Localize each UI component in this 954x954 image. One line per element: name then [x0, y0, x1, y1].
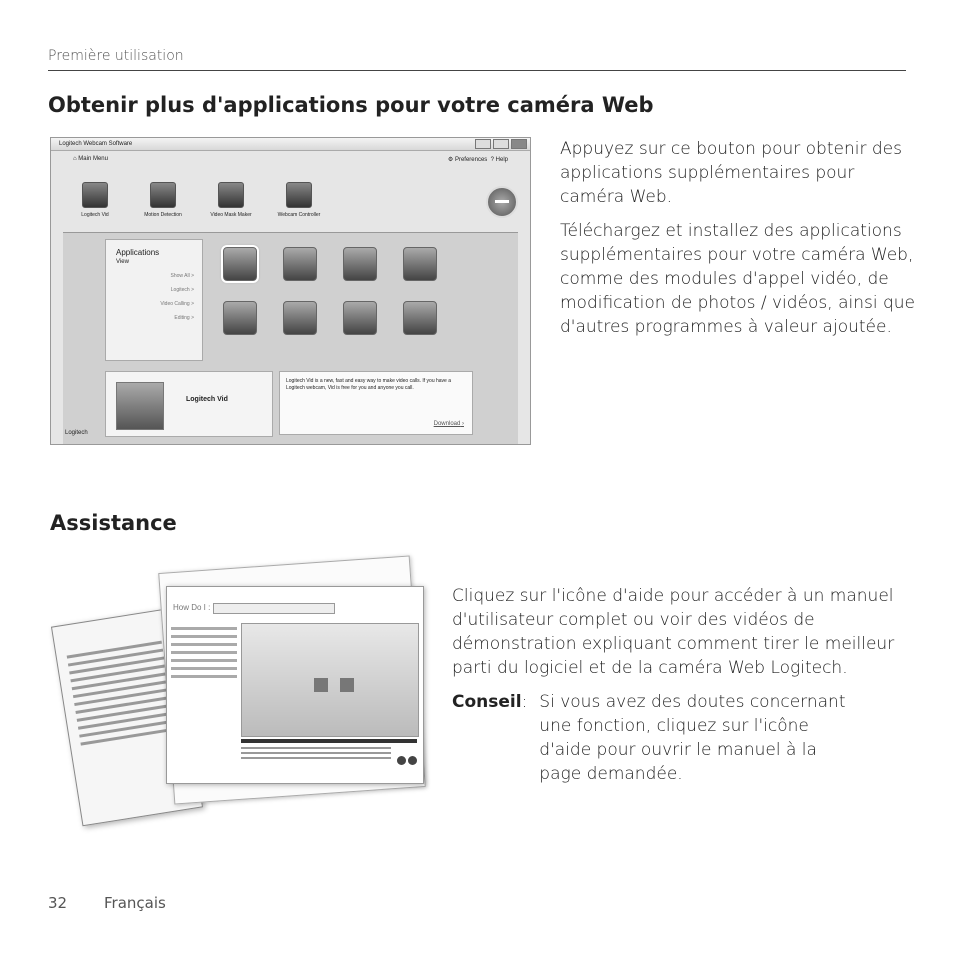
motion-detection-icon: [150, 182, 176, 208]
video-progress-bar: [241, 739, 417, 743]
main-menu-label: Main Menu: [78, 156, 108, 162]
mask-app-icon: [403, 247, 437, 281]
video-caption: [241, 747, 391, 762]
people-app-icon: [283, 301, 317, 335]
link-video-calling: Video Calling >: [160, 301, 194, 307]
vid-large-icon: [116, 382, 164, 430]
app-description-card: [279, 371, 473, 435]
applications-box: [105, 239, 203, 361]
how-do-i-field: [213, 603, 335, 614]
yahoo-app-icon: [403, 301, 437, 335]
section1-text: [560, 137, 920, 349]
app-description: Logitech Vid is a new, fast and easy way to make video calls. If you have a Logitech webcam, Vid is free for you and anyone you call.: [286, 378, 452, 391]
link-editing: Editing >: [174, 315, 194, 321]
link-logitech: Logitech >: [170, 287, 194, 293]
applications-panel: [63, 232, 518, 445]
section-title-assistance: Assistance: [50, 511, 177, 535]
window-titlebar: Logitech Webcam Software: [51, 138, 530, 151]
download-link: Download ›: [433, 421, 464, 427]
gmail-app-icon: [343, 301, 377, 335]
demo-video-area: [241, 623, 419, 737]
main-menu-link: ⌂ Main Menu: [73, 156, 108, 162]
tip-text: Si vous avez des doutes concernant une fonction, cliquez sur l'icône d'aide pour ouvrir le manuel à la page demandée.: [539, 692, 846, 784]
fast-app-icon: [283, 247, 317, 281]
vid-app-icon: [223, 247, 257, 281]
section1-paragraph-2: Téléchargez et installez des applications supplémentaires pour votre caméra Web, comme des modules d'appel vidéo, de modification de photos / vidéos, ainsi que d'autres programmes à valeur ajoutée.: [560, 221, 916, 337]
help-screenshot: [66, 556, 426, 826]
vid-icon: [82, 182, 108, 208]
app-mask: Video Mask Maker: [207, 182, 255, 218]
help-label: Help: [495, 157, 508, 163]
selected-app-name: Logitech Vid: [186, 396, 228, 403]
call-icon: [314, 678, 328, 692]
tip-label: Conseil: [452, 692, 522, 712]
app-motion: Motion Detection: [139, 182, 187, 218]
link-show-all: Show All >: [170, 273, 194, 279]
page-number: 32: [48, 894, 68, 912]
app-grid: [223, 247, 437, 335]
view-label: View: [116, 259, 129, 265]
get-more-apps-icon: [486, 186, 518, 218]
contact-icon: [340, 678, 354, 692]
video-mask-icon: [218, 182, 244, 208]
header-rule: [48, 70, 906, 71]
app-row: [71, 182, 323, 218]
preferences-label: Preferences: [454, 157, 488, 163]
selected-app-card: [105, 371, 273, 437]
video-nav-buttons: [397, 756, 417, 765]
skype-app-icon: [223, 301, 257, 335]
camera-app-icon: [343, 247, 377, 281]
section2-paragraph: Cliquez sur l'icône d'aide pour accéder à un manuel d'utilisateur complet ou voir des vidéos de démonstration expliquant comment tirer le meilleur parti du logiciel et de la caméra Web Logitech.: [452, 586, 895, 678]
top-right-links: ⚙ Preferences ? Help: [447, 157, 508, 163]
footer-language: Français: [104, 894, 166, 912]
section2-text: [452, 584, 912, 786]
tip-block: Conseil : Si vous avez des doutes concernant une fonction, cliquez sur l'icône d'aide pour ouvrir le manuel à la page demandée.: [452, 690, 912, 786]
window-controls: [475, 139, 527, 149]
app-vid: Logitech Vid: [71, 182, 119, 218]
how-do-i-label: How Do I :: [173, 603, 211, 612]
section1-paragraph-1: Appuyez sur ce bouton pour obtenir des applications supplémentaires pour caméra Web.: [560, 139, 902, 207]
logitech-logo: Logitech: [65, 430, 88, 436]
running-head: Première utilisation: [48, 48, 184, 64]
app-controller: Webcam Controller: [275, 182, 323, 218]
help-front-window: [166, 586, 424, 784]
software-screenshot: [50, 137, 531, 445]
section-title-applications: Obtenir plus d'applications pour votre caméra Web: [48, 93, 654, 117]
help-topic-list: [171, 627, 237, 683]
webcam-controller-icon: [286, 182, 312, 208]
applications-title: Applications: [116, 248, 160, 257]
